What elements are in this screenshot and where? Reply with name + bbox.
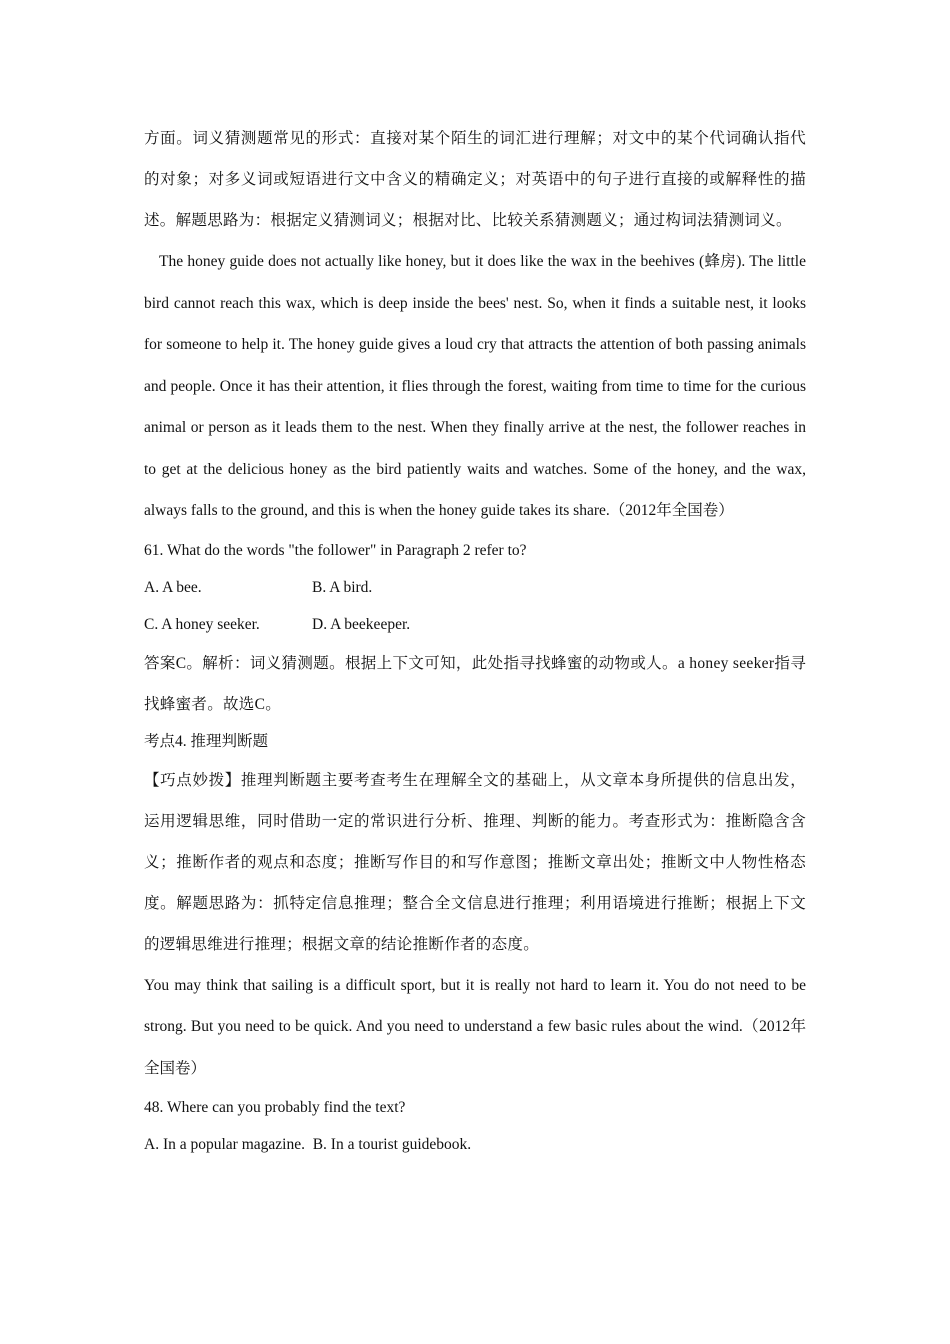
section-4-title: 考点4. 推理判断题 bbox=[144, 732, 269, 750]
tips-paragraph: 【巧点妙拨】推理判断题主要考查考生在理解全文的基础上，从文章本身所提供的信息出发，运用逻辑思维，同时借助一定的常识进行分析、推理、判断的能力。考查形式为：推断隐含含义；推断作者的观点和态度；推断写作目的和写作意图；推断文章出处；推断文中人物性格态度。解题思路为：抓特定信息推理；整合全文信息进行推理；利用语境进行推断；根据上下文的逻辑思维进行推理；根据文章的结论推断作者的态度。 bbox=[144, 771, 806, 953]
method-paragraph: 方面。词义猜测题常见的形式：直接对某个陌生的词汇进行理解；对文中的某个代词确认指代的对象；对多义词或短语进行文中含义的精确定义；对英语中的句子进行直接的或解释性的描述。解题思路为：根据定义猜测词义；根据对比、比较关系猜测题义；通过构词法猜测词义。 bbox=[144, 130, 806, 229]
options-row-ab bbox=[144, 569, 806, 606]
honey-guide-passage: The honey guide does not actually like honey, but it does like the wax in the beehives (蜂房). The little bird cannot reach this wax, which is deep inside the bees' nest. So, when it finds a suitable nest, it looks for someone to help it. The honey guide gives a loud cry that attracts the attention of both passing animals and people. Once it has their attention, it flies through the forest, waiting from time to time for the curious animal or person as it leads them to the nest. When they finally arrive at the nest, the follower reaches in to get at the delicious honey as the bird patiently waits and watches. Some of the honey, and the wax, always falls to the ground, and this is when the honey guide takes its share.（2012年全国卷） bbox=[144, 253, 806, 519]
question-48-options: A. In a popular magazine. B. In a tourist guidebook. bbox=[144, 1136, 472, 1153]
options-row-cd bbox=[144, 606, 806, 643]
option-b: B. A bird. bbox=[312, 578, 373, 596]
question-48: 48. Where can you probably find the text? bbox=[144, 1099, 406, 1116]
answer-61: 答案C。解析：词义猜测题。根据上下文可知，此处指寻找蜂蜜的动物或人。a honey seeker指寻找蜂蜜者。故选C。 bbox=[144, 654, 806, 713]
document-page bbox=[144, 118, 806, 1163]
option-c: C. A honey seeker. bbox=[144, 615, 260, 633]
question-61: 61. What do the words "the follower" in Paragraph 2 refer to? bbox=[144, 541, 527, 559]
sailing-passage: You may think that sailing is a difficult sport, but it is really not hard to learn it. You do not need to be strong. But you need to be quick. And you need to understand a few basic rules about the wind.（2012年全国卷） bbox=[144, 976, 806, 1077]
option-a: A. A bee. bbox=[144, 578, 202, 596]
option-d: D. A beekeeper. bbox=[312, 615, 411, 633]
